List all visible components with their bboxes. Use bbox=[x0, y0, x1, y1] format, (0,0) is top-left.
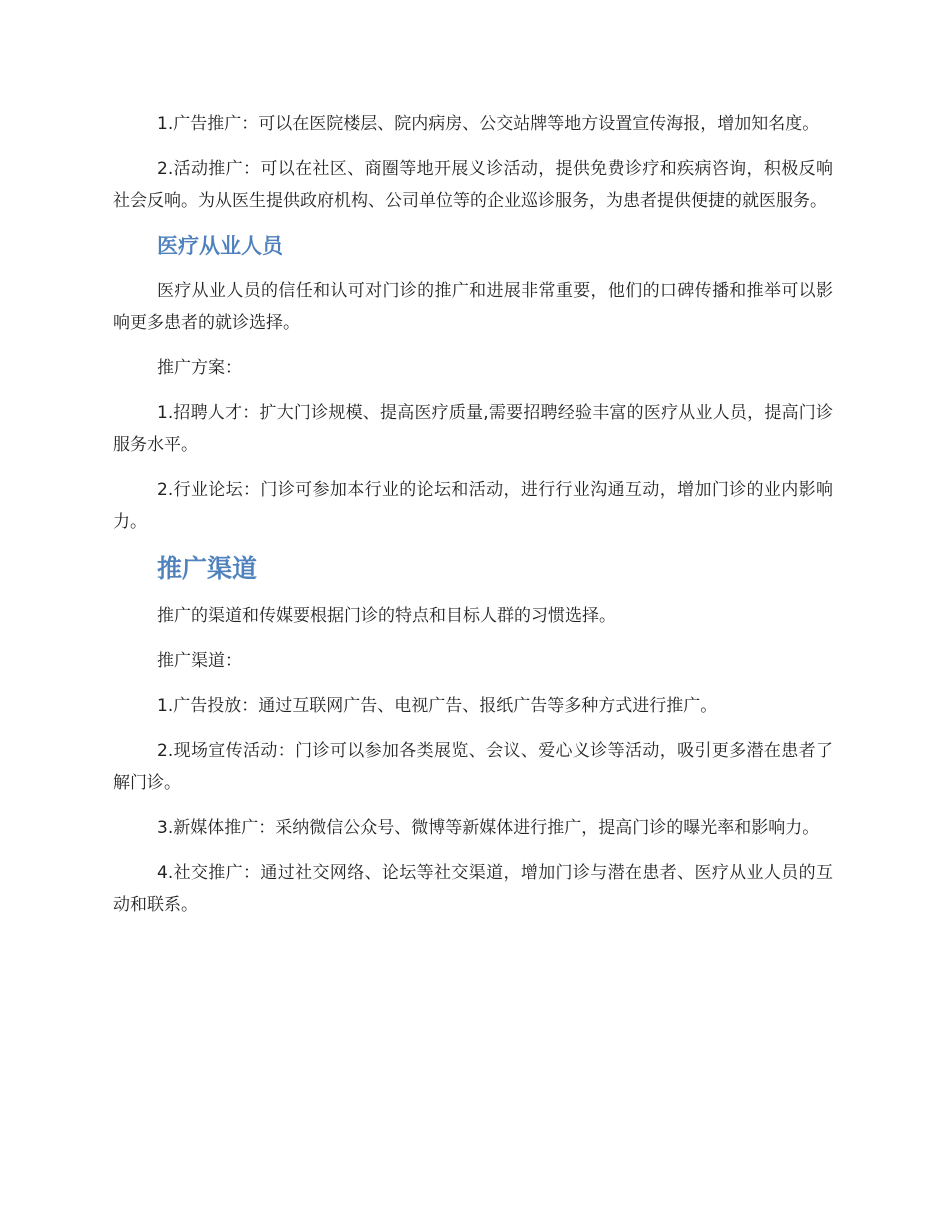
paragraph-industry-forum: 2.行业论坛：门诊可参加本行业的论坛和活动，进行行业沟通互动，增加门诊的业内影响力。 bbox=[113, 480, 833, 532]
document-page bbox=[113, 108, 833, 921]
paragraph-new-media: 3.新媒体推广：采纳微信公众号、微博等新媒体进行推广，提高门诊的曝光率和影响力。 bbox=[157, 818, 820, 838]
section-heading-medical-staff: 医疗从业人员 bbox=[157, 234, 283, 258]
paragraph-ad-promotion: 1.广告推广：可以在医院楼层、院内病房、公交站牌等地方设置宣传海报，增加知名度。 bbox=[157, 114, 820, 134]
paragraph-recruit-talent: 1.招聘人才：扩大门诊规模、提高医疗质量,需要招聘经验丰富的医疗从业人员，提高门诊服务水平。 bbox=[113, 403, 833, 455]
paragraph-channels-intro: 推广的渠道和传媒要根据门诊的特点和目标人群的习惯选择。 bbox=[157, 606, 616, 626]
paragraph-staff-intro: 医疗从业人员的信任和认可对门诊的推广和进展非常重要，他们的口碑传播和推举可以影响更多患者的就诊选择。 bbox=[113, 281, 833, 333]
paragraph-channels-label: 推广渠道： bbox=[157, 651, 242, 671]
paragraph-onsite-events: 2.现场宣传活动：门诊可以参加各类展览、会议、爱心义诊等活动，吸引更多潜在患者了解门诊。 bbox=[113, 741, 833, 793]
paragraph-event-promotion: 2.活动推广：可以在社区、商圈等地开展义诊活动，提供免费诊疗和疾病咨询，积极反响社会反响。为从医生提供政府机构、公司单位等的企业巡诊服务，为患者提供便捷的就医服务。 bbox=[113, 159, 833, 211]
paragraph-ad-placement: 1.广告投放：通过互联网广告、电视广告、报纸广告等多种方式进行推广。 bbox=[157, 696, 718, 716]
paragraph-social-promotion: 4.社交推广：通过社交网络、论坛等社交渠道，增加门诊与潜在患者、医疗从业人员的互动和联系。 bbox=[113, 863, 833, 915]
section-heading-channels: 推广渠道 bbox=[157, 554, 258, 583]
paragraph-plan-label: 推广方案： bbox=[157, 358, 242, 378]
